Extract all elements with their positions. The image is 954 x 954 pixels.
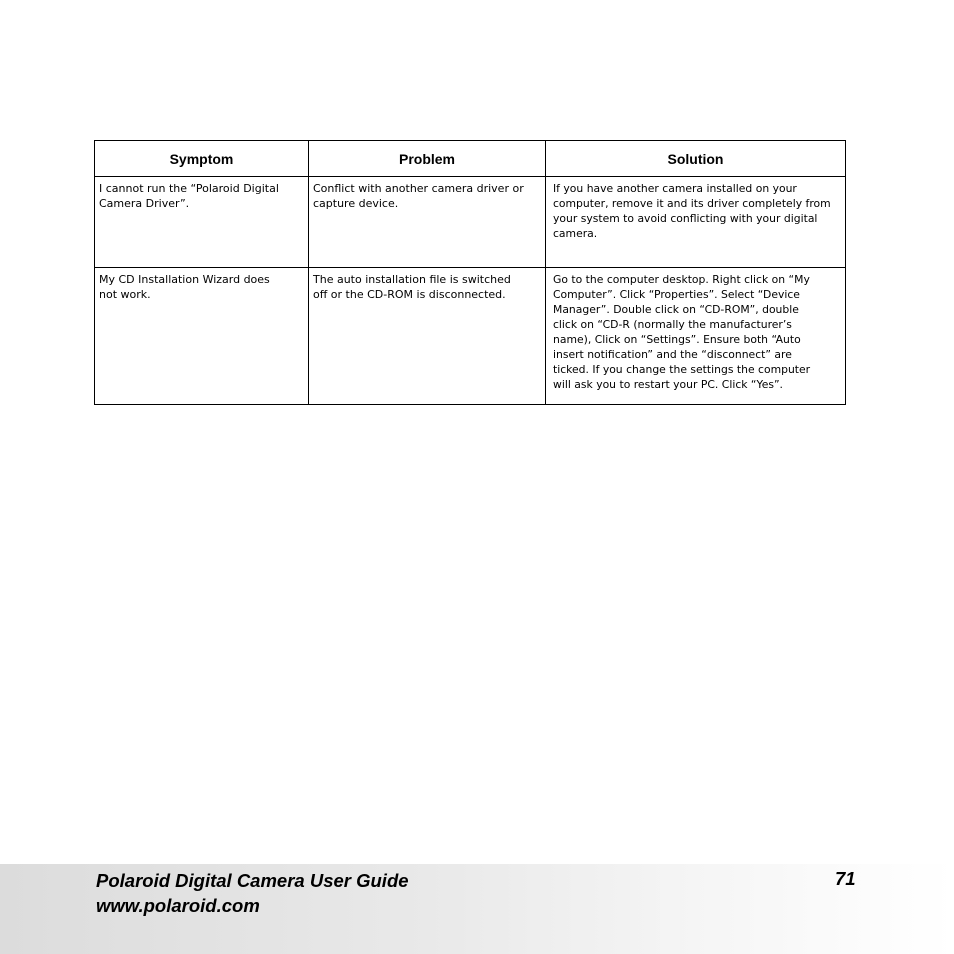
text-line: insert notification” and the “disconnect” are <box>553 348 792 361</box>
table-row <box>95 268 846 405</box>
symptom-cell <box>95 177 309 268</box>
text-line: camera. <box>553 227 598 240</box>
text-line: will ask you to restart your PC. Click “Yes”. <box>553 378 783 391</box>
troubleshooting-table <box>94 140 846 405</box>
header-solution: Solution <box>546 141 846 177</box>
solution-cell <box>546 177 846 268</box>
text-line: click on “CD-R (normally the manufacturer’s <box>553 318 792 331</box>
table-header-row <box>95 141 846 177</box>
footer-title: Polaroid Digital Camera User Guide <box>96 870 409 891</box>
solution-cell <box>546 268 846 405</box>
header-symptom: Symptom <box>95 141 309 177</box>
header-problem: Problem <box>309 141 546 177</box>
text-line: name), Click on “Settings”. Ensure both “Auto <box>553 333 801 346</box>
text-line: your system to avoid conflicting with your digital <box>553 212 818 225</box>
problem-cell <box>309 268 546 405</box>
text-line: Manager”. Double click on “CD-ROM”, double <box>553 303 799 316</box>
text-line: Conflict with another camera driver or <box>313 182 524 195</box>
text-line: ticked. If you change the settings the computer <box>553 363 811 376</box>
text-line: I cannot run the “Polaroid Digital <box>99 182 279 195</box>
problem-cell <box>309 177 546 268</box>
text-line: My CD Installation Wizard does <box>99 273 270 286</box>
text-line: The auto installation file is switched <box>313 273 511 286</box>
text-line: Camera Driver”. <box>99 197 190 210</box>
text-line: Computer”. Click “Properties”. Select “Device <box>553 288 800 301</box>
symptom-cell <box>95 268 309 405</box>
page-number: 71 <box>835 868 856 889</box>
text-line: Go to the computer desktop. Right click on “My <box>553 273 810 286</box>
table-row <box>95 177 846 268</box>
text-line: computer, remove it and its driver completely from <box>553 197 831 210</box>
footer-url: www.polaroid.com <box>96 895 260 916</box>
text-line: not work. <box>99 288 151 301</box>
text-line: capture device. <box>313 197 399 210</box>
text-line: off or the CD-ROM is disconnected. <box>313 288 506 301</box>
text-line: If you have another camera installed on your <box>553 182 797 195</box>
